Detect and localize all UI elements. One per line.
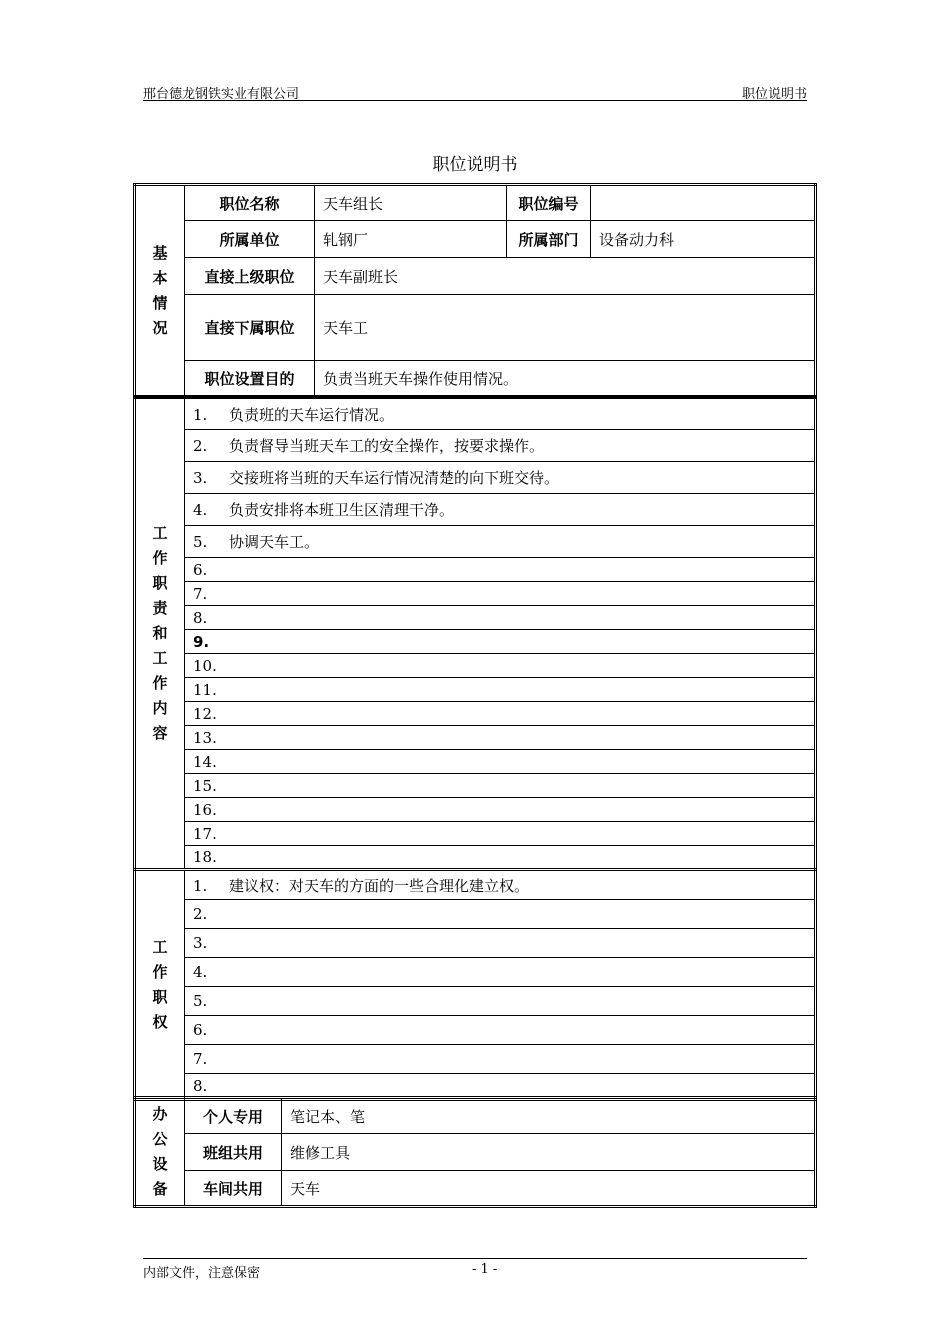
position-name-label: 职位名称	[185, 185, 315, 221]
basic-info-table	[133, 183, 817, 398]
workshop-label: 车间共用	[185, 1171, 282, 1207]
duties-side-label: 工 作 职 责 和 工 作 内 容	[135, 398, 185, 870]
page-number: - 1 -	[472, 1262, 498, 1277]
subordinate-label: 直接下属职位	[185, 295, 315, 361]
position-code-value	[591, 185, 816, 221]
duty-item: 12.	[185, 702, 816, 726]
dept-value: 设备动力科	[591, 221, 816, 258]
header-doc-type: 职位说明书	[741, 87, 807, 102]
superior-label: 直接上级职位	[185, 258, 315, 295]
personal-label: 个人专用	[185, 1098, 282, 1134]
authority-item: 3.	[185, 929, 816, 958]
duty-item: 4. 负责安排将本班卫生区清理干净。	[185, 494, 816, 526]
authority-item: 8.	[185, 1074, 816, 1100]
team-label: 班组共用	[185, 1134, 282, 1171]
authority-table	[133, 868, 817, 1101]
duty-item: 13.	[185, 726, 816, 750]
basic-info-side-label: 基 本 情 况	[135, 185, 185, 397]
footer-divider	[143, 1258, 807, 1259]
document-title: 职位说明书	[432, 155, 518, 175]
duty-item: 8.	[185, 606, 816, 630]
duty-item: 17.	[185, 822, 816, 846]
authority-item: 1. 建议权：对天车的方面的一些合理化建立权。	[185, 870, 816, 900]
company-name: 邢台德龙钢铁实业有限公司	[143, 87, 300, 102]
duty-item: 3. 交接班将当班的天车运行情况清楚的向下班交待。	[185, 462, 816, 494]
personal-value: 笔记本、笔	[282, 1098, 816, 1134]
purpose-label: 职位设置目的	[185, 361, 315, 397]
duties-table	[133, 396, 817, 871]
position-code-label: 职位编号	[507, 185, 591, 221]
duty-item: 9.	[185, 630, 816, 654]
equipment-table	[133, 1096, 817, 1208]
dept-label: 所属部门	[507, 221, 591, 258]
subordinate-value: 天车工	[315, 295, 816, 361]
duty-item: 15.	[185, 774, 816, 798]
duty-item: 14.	[185, 750, 816, 774]
authority-item: 6.	[185, 1016, 816, 1045]
duty-item: 16.	[185, 798, 816, 822]
authority-item: 4.	[185, 958, 816, 987]
footer-note: 内部文件，注意保密	[143, 1266, 261, 1281]
unit-value: 轧钢厂	[315, 221, 507, 258]
duty-item: 5. 协调天车工。	[185, 526, 816, 558]
duty-item: 11.	[185, 678, 816, 702]
authority-item: 2.	[185, 900, 816, 929]
authority-side-label: 工 作 职 权	[135, 870, 185, 1100]
duty-item: 7.	[185, 582, 816, 606]
duty-item: 1. 负责班的天车运行情况。	[185, 398, 816, 430]
position-name-value: 天车组长	[315, 185, 507, 221]
duty-item: 2. 负责督导当班天车工的安全操作，按要求操作。	[185, 430, 816, 462]
duty-item: 6.	[185, 558, 816, 582]
duty-item: 18.	[185, 846, 816, 870]
unit-label: 所属单位	[185, 221, 315, 258]
team-value: 维修工具	[282, 1134, 816, 1171]
page-header	[143, 80, 807, 101]
duty-item: 10.	[185, 654, 816, 678]
superior-value: 天车副班长	[315, 258, 816, 295]
authority-item: 5.	[185, 987, 816, 1016]
equipment-side-label: 办 公 设 备	[135, 1098, 185, 1207]
workshop-value: 天车	[282, 1171, 816, 1207]
authority-item: 7.	[185, 1045, 816, 1074]
purpose-value: 负责当班天车操作使用情况。	[315, 361, 816, 397]
